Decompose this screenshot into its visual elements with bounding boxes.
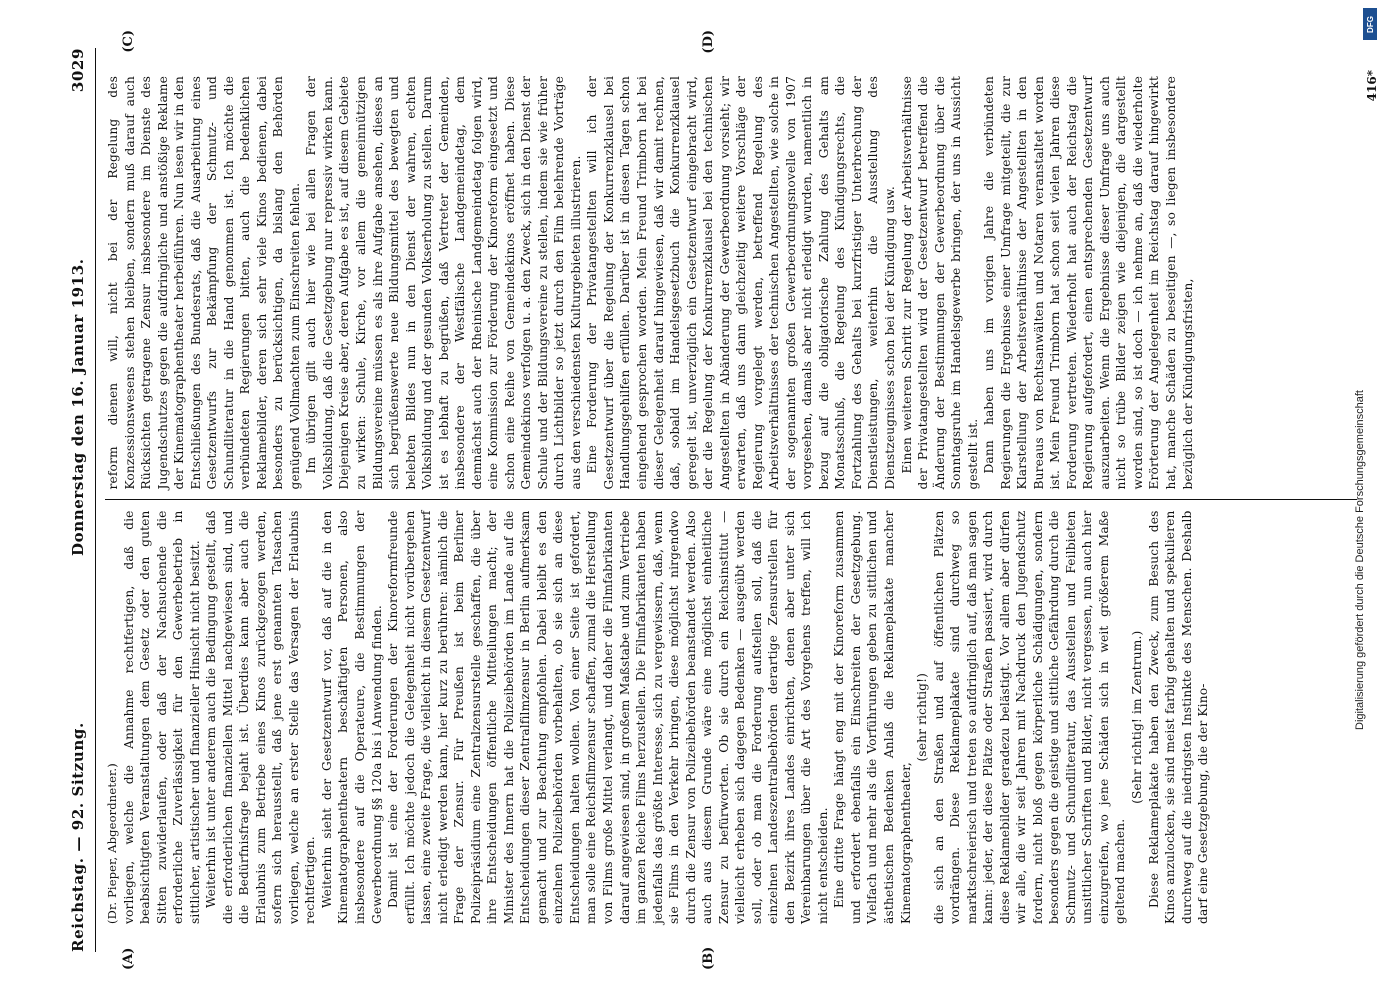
margin-marker-d: (D)	[701, 30, 716, 54]
header-date: Donnerstag den 16. Januar 1913.	[69, 258, 87, 556]
paragraph: Eine Forderung der Privatangestellten will ich der Gesetzentwurf über die Regelung der Konkurrenzklausel bei Handlungsgehilfen erfüllen. Darüber ist in diesen Tagen schon eingehend gesprochen worden. Mein Freund Trimborn hat bei dieser Gelegenheit darauf hingewiesen, daß wir damit rechnen, daß, sobald im Handelsgesetzbuch die Konkurrenzklausel geregelt ist, unverzüglich ein Gesetzentwurf eingebracht wird, der die Regelung der Konkurrenzklausel bei den technischen Angestellten in Abänderung der Gewerbeordnung vorsieht; wir erwarten, daß uns dann gleichzeitig weitere Vorschläge der Regierung vorgelegt werden, betreffend Regelung des Arbeitsverhältnisses der technischen Angestellten, wie solche in der sogenannten großen Gewerbeordnungsnovelle von 1907 vorgesehen, damals aber nicht erledigt wurden, namentlich in bezug auf die obligatorische Zahlung des Gehalts am Monatsschluß, die Regelung des Kündigungsrechts, die Fortzahlung des Gehalts bei kurzfristiger Unterbrechung der Dienstleistungen, weiterhin die Ausstellung des Dienstzeugnisses schon bei der Kündigung usw.	[585, 76, 897, 490]
rotated-page	[61, 30, 1381, 970]
paragraph: Weiterhin ist unter anderem auch die Bedingung gestellt, daß die erforderlichen finanziellen Mittel nachgewiesen sind, und die Bedürfnisfrage bejaht ist. Überdies kann aber auch die Erlaubnis zum Betriebe eines Kinos zurückgezogen werden, sofern sich herausstellt, daß jene erst genannten Tatsachen vorliegen, welche an erster Stelle das Versagen der Erlaubnis rechtfertigen.	[204, 510, 318, 924]
paragraph: Damit ist eine der Forderungen der Kinoreformfreunde erfüllt. Ich möchte jedoch die Gelegenheit nicht vorübergehen lassen, eine zweite Frage, die vielleicht in diesem Gesetzentwurf nicht erledigt werden kann, hier kurz zu berühren: nämlich die Frage der Zensur. Für Preußen ist beim Berliner Polizeipräsidium eine Zentralzensurstelle geschaffen, die über ihre Entscheidungen öffentliche Mitteilungen macht; der Minister des Innern hat die Polizeibehörden im Lande auf die Entscheidungen dieser Zentralfilmzensur in Berlin aufmerksam gemacht und zur Beachtung empfohlen. Dabei bleibt es den einzelnen Polizeibehörden vorbehalten, ob sie sich an diese Entscheidungen halten wollen. Von einer Seite ist gefordert, man solle eine Reichsfilmzensur schaffen, zumal die Herstellung von Films große Mittel verlangt, und daher die Filmfabrikanten darauf angewiesen sind, in großem Maßstabe und zum Vertriebe im ganzen Reiche Films herzustellen. Die Filmfabrikanten haben jedenfalls das größte Interesse, sich zu vergewissern, daß, wenn sie Films in den Verkehr bringen, diese möglichst nirgendwo durch die Zensur von Polizeibehörden beanstandet werden. Also auch aus diesem Grunde wäre eine möglichst einheitliche Zensur zu befürworten. Ob sie durch ein Reichsinstitut — vielleicht erheben sich dagegen Bedenken — ausgeübt werden soll, oder ob man die Forderung aufstellen soll, daß die einzelnen Landeszentralbehörden derartige Zensurstellen für den Bezirk ihres Landes einrichten, denen aber unter sich Vereinbarungen über die Art des Vorgehens treffen, will ich nicht entscheiden.	[386, 510, 830, 924]
margin-marker-c: (C)	[121, 30, 136, 53]
page-header	[61, 48, 96, 952]
paragraph: reform dienen will, nicht bei der Regelung des Konzessionswesens stehen bleiben, sondern muß darauf auch Rücksichten getragene Zensur insbesondere im Dienste des Jugendschutzes gegen die aufdringliche und anstößige Reklame der Kinematographentheater herbeiführen. Nun lesen wir in den Entschließungen des Bundesrats, daß die Ausarbeitung eines Gesetzentwurfs zur Bekämpfung der Schmutz- und Schundliteratur in die Hand genommen ist. Ich möchte die verbündeten Regierungen bitten, auch die bedenklichen Reklamebilder, deren sich sehr viele Kinos bedienen, dabei besonders zu berücksichtigen, da bislang den Behörden genügend Vollmachten zum Einschreiten fehlen.	[106, 76, 302, 490]
speaker-note: (Dr. Pieper, Abgeordneter.)	[105, 763, 119, 924]
paragraph: Eine dritte Frage hängt eng mit der Kinoreform zusammen und erfordert ebenfalls ein Einschreiten der Gesetzgebung. Vielfach und mehr als die Vorführungen geben zu sittlichen und ästhetischen Bedenken Anlaß die Reklameplakate mancher Kinematographentheater,	[832, 510, 913, 924]
paragraph: vorliegen, welche die Annahme rechtfertigen, daß die beabsichtigten Veranstaltungen dem Gesetz oder den guten Sitten zuwiderlaufen, oder daß der Nachsuchende die erforderliche Zuverlässigkeit für den Gewerbebetrieb in sittlicher, artistischer und finanzieller Hinsicht nicht besitzt.	[121, 510, 202, 924]
paragraph: Im übrigen gilt auch hier wie bei allen Fragen der Volksbildung, daß die Gesetzgebung nur repressiv wirken kann. Diejenigen Kreise aber, deren Aufgabe es ist, auf diesem Gebiete zu wirken: Schule, Kirche, vor allem die gemeinnützigen Bildungsvereine müssen es als ihre Aufgabe ansehen, dieses an sich begrüßenswerte neue Bildungsmittel des bewegten und belebten Bildes nun in den Dienst der wahren, echten Volksbildung und der gesunden Volkserholung zu stellen. Darum ist es lebhaft zu begrüßen, daß Vertreter der Gemeinden, insbesondere der Westfälische Landgemeindetag, dem demnächst auch der Rheinische Landgemeindetag folgen wird, eine Kommission zur Förderung der Kinoreform eingesetzt und schon eine Reihe von Gemeindekinos eröffnet haben. Diese Gemeindekinos verfolgen u. a. den Zweck, sich in den Dienst der Schule und der Bildungsvereine zu stellen, indem sie wie früher durch Lichtbilder so jetzt durch den Film belehrende Vorträge aus den verschiedensten Kulturgebieten illustrieren.	[304, 76, 583, 490]
sheet-signature: 416*	[1365, 70, 1379, 102]
header-left: Reichstag. — 92. Sitzung.	[69, 722, 87, 952]
dfg-logo	[1363, 8, 1377, 40]
interjection: (sehr richtig!)	[915, 672, 930, 762]
paragraph: Einen weiteren Schritt zur Regelung der Arbeitsverhältnisse der Privatangestellten wird der Gesetzentwurf betreffend die Änderung der Bestimmungen der Gewerbeordnung über die Sonntagsruhe im Handelsgewerbe bringen, der uns in Aussicht gestellt ist.	[899, 76, 980, 490]
paragraph: die sich an den Straßen und auf öffentlichen Plätzen vordrängen. Diese Reklameplakate sind durchweg so marktschreierisch und treten so aufdringlich auf, daß man sagen kann: jeder, der diese Plätze oder Straßen passiert, wird durch diese Reklamebilder geradezu belästigt. Vor allem aber dürfen wir alle, die wir seit Jahren mit Nachdruck den Jugendschutz fordern, nicht bloß gegen körperliche Schädigungen, sondern besonders gegen die geistige und sittliche Gefährdung durch die Schmutz- und Schundliteratur, das Ausstellen und Feilbieten unsittlicher Schriften und Bilder, nicht vergessen, nun auch hier einzugreifen, wo jene Schäden sich in weit größerem Maße geltend machen.	[931, 510, 1128, 924]
page-number: 3029	[69, 48, 87, 93]
left-column	[105, 500, 1357, 935]
paragraph: Dann haben uns im vorigen Jahre die verbündeten Regierungen die Ergebnisse einer Umfrage mitgeteilt, die zur Klarstellung der Arbeitsverhältnisse der Angestellten in den Bureaus von Rechtsanwälten und Notaren veranstaltet worden ist. Mein Freund Trimborn hat schon seit vielen Jahren diese Forderung vertreten. Wiederholt hat auch der Reichstag die Regierung aufgefordert, einen entsprechenden Gesetzentwurf auszuarbeiten. Wenn die Ergebnisse dieser Umfrage uns auch nicht so trübe Bilder zeigen wie diejenigen, die dargestellt worden sind, so ist doch — ich nehme an, daß die wiederholte Erörterung der Angelegenheit im Reichstag darauf hingewirkt hat, manche Schäden zu beseitigen —, so liegen insbesondere bezüglich der Kündigungsfristen,	[982, 76, 1195, 490]
dfg-logo-text: DFG	[1365, 15, 1375, 33]
right-column	[105, 66, 1357, 500]
paragraph: Diese Reklameplakate haben den Zweck, zum Besuch des Kinos anzulocken, sie sind meist farbig gehalten und spekulieren durchweg auf die niedrigsten Instinkte des Menschen. Deshalb darf eine Gesetzgebung, die der Kino-	[1146, 510, 1211, 924]
paragraph: Weiterhin sieht der Gesetzentwurf vor, daß auf die in den Kinematographentheatern beschäftigten Personen, also insbesondere auf die Operateure, die Bestimmungen der Gewerbeordnung §§ 120a bis i Anwendung finden.	[319, 510, 384, 924]
text-columns	[105, 66, 1357, 934]
interjection: (Sehr richtig! im Zentrum.)	[1129, 630, 1144, 804]
margin-marker-b: (B)	[701, 946, 716, 970]
margin-marker-a: (A)	[121, 947, 136, 970]
digitization-credit: Digitalisierung gefördert durch die Deutsche Forschungsgemeinschaft	[1354, 390, 1366, 730]
